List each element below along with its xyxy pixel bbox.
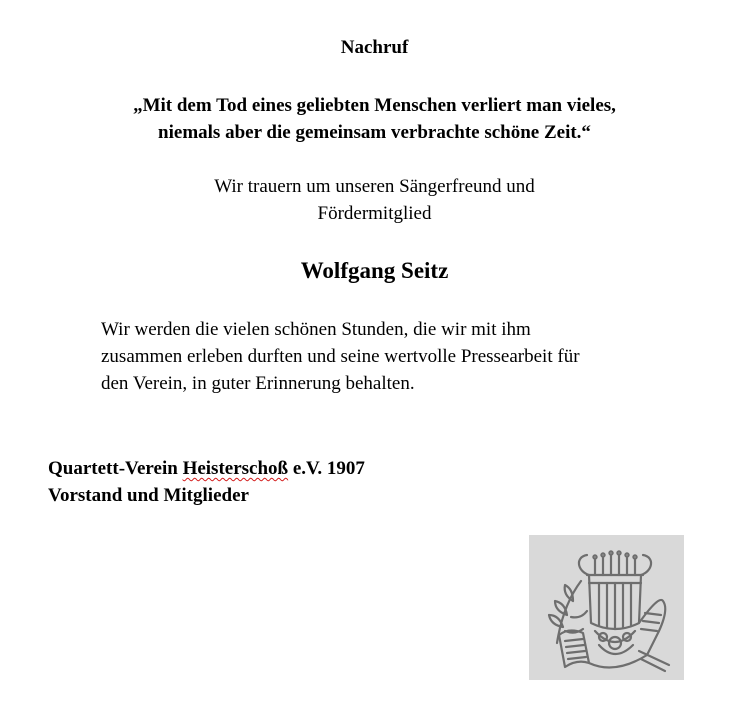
club-logo: [529, 535, 684, 680]
club-name-prefix: Quartett-Verein: [48, 458, 183, 479]
mourning-line-2: Fördermitglied: [317, 203, 432, 224]
mourning-line-1: Wir trauern um unseren Sängerfreund und: [214, 176, 535, 197]
spellcheck-flagged-word: Heisterschoß: [182, 458, 289, 479]
tribute-line-1: Wir werden die vielen schönen Stunden, die wir mit ihm: [101, 319, 531, 340]
obituary-title: Nachruf: [340, 37, 409, 58]
tribute-line-2: zusammen erleben durften und seine wertvolle Pressearbeit für: [101, 346, 580, 367]
deceased-name: Wolfgang Seitz: [300, 258, 449, 283]
lyre-emblem-icon: [529, 535, 684, 680]
board-members-line: Vorstand und Mitglieder: [48, 485, 249, 506]
signature-block: [48, 455, 365, 509]
tribute-paragraph: [101, 316, 721, 397]
mourning-statement: [0, 173, 749, 227]
club-name-suffix: e.V. 1907: [288, 458, 365, 479]
quote-line-2: niemals aber die gemeinsam verbrachte schöne Zeit.“: [158, 122, 591, 143]
tribute-line-3: den Verein, in guter Erinnerung behalten.: [101, 373, 415, 394]
quote-block: [0, 92, 749, 146]
club-name-line: [48, 455, 365, 482]
quote-line-1: „Mit dem Tod eines geliebten Menschen verliert man vieles,: [133, 95, 616, 116]
